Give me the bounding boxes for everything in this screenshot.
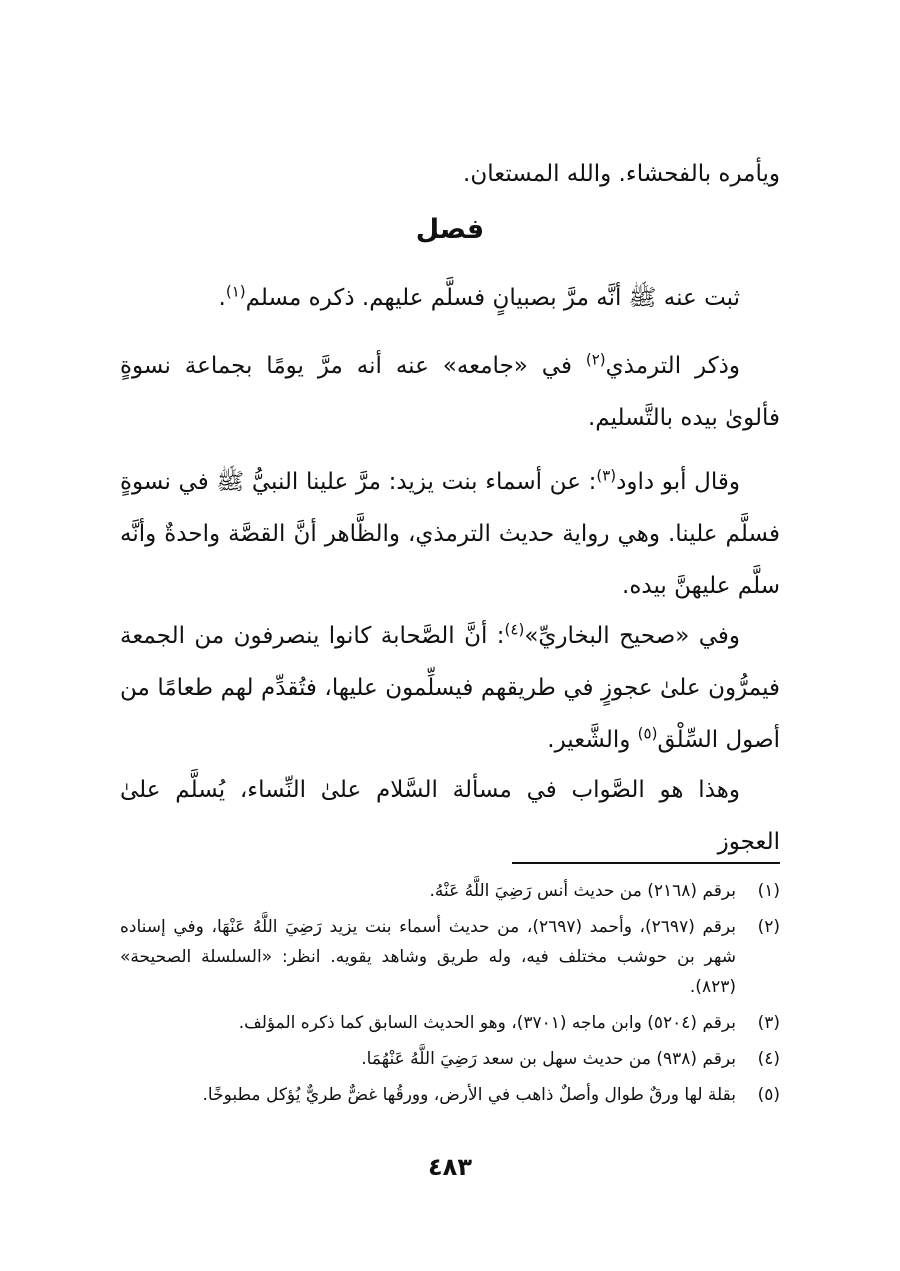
footnote-text: برقم (٩٣٨) من حديث سهل بن سعد رَضِيَ اللَّهُ عَنْهُمَا. xyxy=(361,1049,736,1069)
footnote-number: (٤) xyxy=(757,1049,780,1069)
footnote-ref-1: (١) xyxy=(225,282,246,301)
paragraph-2-text: في «جامعه» عنه أنه مرَّ يومًا بجماعة نسوةٍ فألوىٰ بيده بالتَّسليم. xyxy=(120,353,780,431)
footnote-text: برقم (٢١٦٨) من حديث أنس رَضِيَ اللَّهُ عَنْهُ. xyxy=(429,881,736,901)
paragraph-5: وهذا هو الصَّواب في مسألة السَّلام علىٰ النِّساء، يُسلَّم علىٰ العجوز xyxy=(120,777,780,855)
footnote-text: بقلة لها ورقٌ طوال وأصلٌ ذاهب في الأرض، وورقُها غضٌّ طريٌّ يُؤكل مطبوخًا. xyxy=(202,1085,736,1105)
paragraph-continuation: ويأمره بالفحشاء. والله المستعان. xyxy=(463,161,780,187)
footnote-ref-5: (٥) xyxy=(637,724,658,743)
footnote-number: (١) xyxy=(757,881,780,901)
footnote-number: (٢) xyxy=(757,917,780,937)
footnote-number: (٥) xyxy=(757,1085,780,1105)
paragraph-3-lead: وقال أبو داود xyxy=(616,469,740,495)
footnote-1 xyxy=(120,876,780,906)
paragraph-1 xyxy=(120,272,780,324)
footnote-ref-3: (٣) xyxy=(596,466,617,485)
paragraph-4-end: والشَّعير. xyxy=(547,727,638,753)
section-heading: فصل xyxy=(415,214,485,245)
paragraph-3 xyxy=(120,456,780,612)
footnote-text: برقم (٥٢٠٤) وابن ماجه (٣٧٠١)، وهو الحديث السابق كما ذكره المؤلف. xyxy=(238,1013,736,1033)
footnote-5 xyxy=(120,1080,780,1110)
footnote-separator xyxy=(512,862,780,864)
paragraph-4-lead: وفي «صحيح البخاريِّ» xyxy=(524,623,740,649)
footnote-2 xyxy=(120,912,780,1002)
paragraph-4-text: : أنَّ الصَّحابة كانوا ينصرفون من الجمعة فيمرُّون علىٰ عجوزٍ في طريقهم فيسلِّمون عليها، فتُقدِّم لهم طعامًا من أصول السِّلْق xyxy=(120,623,780,753)
footnote-3 xyxy=(120,1008,780,1038)
paragraph-1-end: . xyxy=(218,285,226,311)
footnote-number: (٣) xyxy=(757,1013,780,1033)
paragraph-3-text: : عن أسماء بنت يزيد: مرَّ علينا النبيُّ ﷺ في نسوةٍ فسلَّم علينا. وهي رواية حديث الترمذي، والظَّاهر أنَّ القصَّة واحدةٌ وأنَّه سلَّم عليهنَّ بيده. xyxy=(120,469,780,599)
paragraph-2 xyxy=(120,340,780,444)
footnote-ref-4: (٤) xyxy=(504,620,525,639)
paragraph-2-lead: وذكر الترمذي xyxy=(605,353,740,379)
footnotes-list xyxy=(120,876,780,1116)
footnote-4 xyxy=(120,1044,780,1074)
paragraph-1-text: ثبت عنه ﷺ أنَّه مرَّ بصبيانٍ فسلَّم عليهم. ذكره مسلم xyxy=(245,285,740,311)
page-number: ٤٨٣ xyxy=(428,1153,472,1181)
paragraph-4 xyxy=(120,610,780,766)
footnote-ref-2: (٢) xyxy=(585,350,606,369)
footnote-text: برقم (٢٦٩٧)، وأحمد (٢٦٩٧)، من حديث أسماء بنت يزيد رَضِيَ اللَّهُ عَنْهَا، وفي إسناده شهر بن حوشب مختلف فيه، وله طريق وشاهد يقويه. انظر: «السلسلة الصحيحة» (٨٢٣). xyxy=(120,917,737,997)
